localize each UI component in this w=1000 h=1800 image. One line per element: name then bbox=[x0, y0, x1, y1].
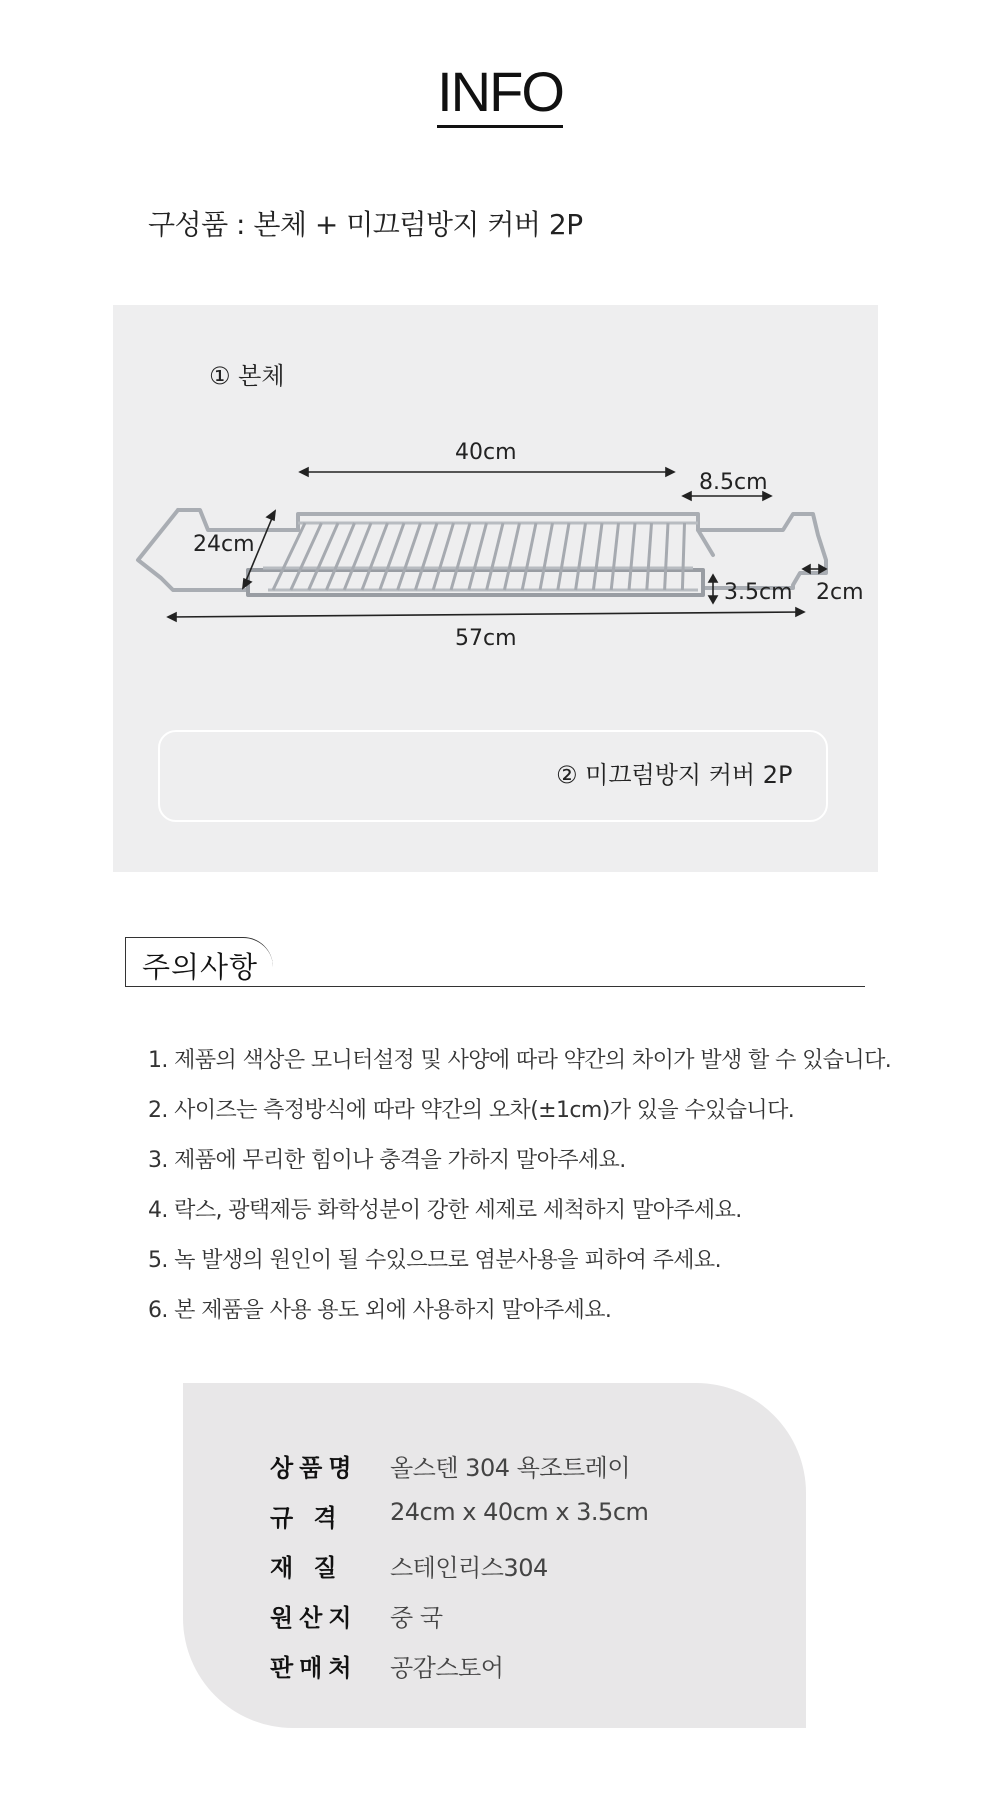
rack-rod bbox=[273, 523, 305, 590]
rack-rod bbox=[504, 523, 519, 590]
rack-rod bbox=[665, 523, 668, 590]
spec-key: 규 격 bbox=[270, 1504, 343, 1532]
dimension-total-length: 57cm bbox=[455, 626, 517, 651]
caution-heading: 주의사항 bbox=[142, 950, 259, 984]
list-item: 2. 사이즈는 측정방식에 따라 약간의 오차(±1cm)가 있을 수있습니다. bbox=[148, 1098, 795, 1123]
page-title-text: INFO bbox=[437, 60, 563, 128]
list-item: 4. 락스, 광택제등 화학성분이 강한 세제로 세척하지 말아주세요. bbox=[148, 1198, 742, 1223]
rack-rod bbox=[576, 523, 586, 590]
cover-component-label: ② 미끄럼방지 커버 2P bbox=[556, 761, 793, 789]
rack-rod bbox=[611, 523, 618, 590]
dimension-length-top: 40cm bbox=[455, 440, 517, 465]
spec-value: 24cm x 40cm x 3.5cm bbox=[390, 1498, 649, 1526]
list-item: 1. 제품의 색상은 모니터설정 및 사양에 따라 약간의 차이가 발생 할 수 있습니다. bbox=[148, 1048, 892, 1073]
main-body-label: ① 본체 bbox=[209, 362, 285, 390]
rack-rod bbox=[291, 523, 322, 590]
spec-key: 재 질 bbox=[270, 1554, 343, 1582]
rack-rod bbox=[326, 523, 354, 590]
rack-rod bbox=[682, 523, 684, 590]
list-item: 6. 본 제품을 사용 용도 외에 사용하지 말아주세요. bbox=[148, 1298, 612, 1323]
rack-rod bbox=[540, 523, 553, 590]
rack-rod bbox=[487, 523, 503, 590]
rack-rod bbox=[593, 523, 602, 590]
spec-key: 판매처 bbox=[270, 1654, 358, 1682]
spec-value: 공감스토어 bbox=[390, 1654, 504, 1682]
caution-list bbox=[148, 1045, 891, 1345]
page-title bbox=[0, 62, 1000, 122]
components-text: 구성품 : 본체 + 미끄럼방지 커버 2P bbox=[148, 208, 583, 241]
dimension-extension: 8.5cm bbox=[699, 470, 768, 495]
caution-divider bbox=[125, 986, 865, 987]
rack-rod bbox=[309, 523, 338, 590]
dimension-end: 2cm bbox=[816, 580, 864, 605]
spec-value: 올스텐 304 욕조트레이 bbox=[390, 1454, 631, 1482]
spec-value: 스테인리스304 bbox=[390, 1554, 548, 1582]
spec-key: 원산지 bbox=[270, 1604, 358, 1632]
rack-rod bbox=[558, 523, 569, 590]
rack-rod bbox=[647, 523, 652, 590]
rack-rod bbox=[522, 523, 536, 590]
spec-key: 상품명 bbox=[270, 1454, 358, 1482]
rack-rod bbox=[629, 523, 635, 590]
dimension-height: 3.5cm bbox=[724, 580, 793, 605]
list-item: 3. 제품에 무리한 힘이나 충격을 가하지 말아주세요. bbox=[148, 1148, 626, 1173]
rack-rod bbox=[451, 523, 470, 590]
dimension-width: 24cm bbox=[193, 532, 255, 557]
list-item: 5. 녹 발생의 원인이 될 수있으므로 염분사용을 피하여 주세요. bbox=[148, 1248, 721, 1273]
rack-rod bbox=[469, 523, 487, 590]
rack-rod bbox=[433, 523, 453, 590]
spec-value: 중 국 bbox=[390, 1604, 443, 1632]
